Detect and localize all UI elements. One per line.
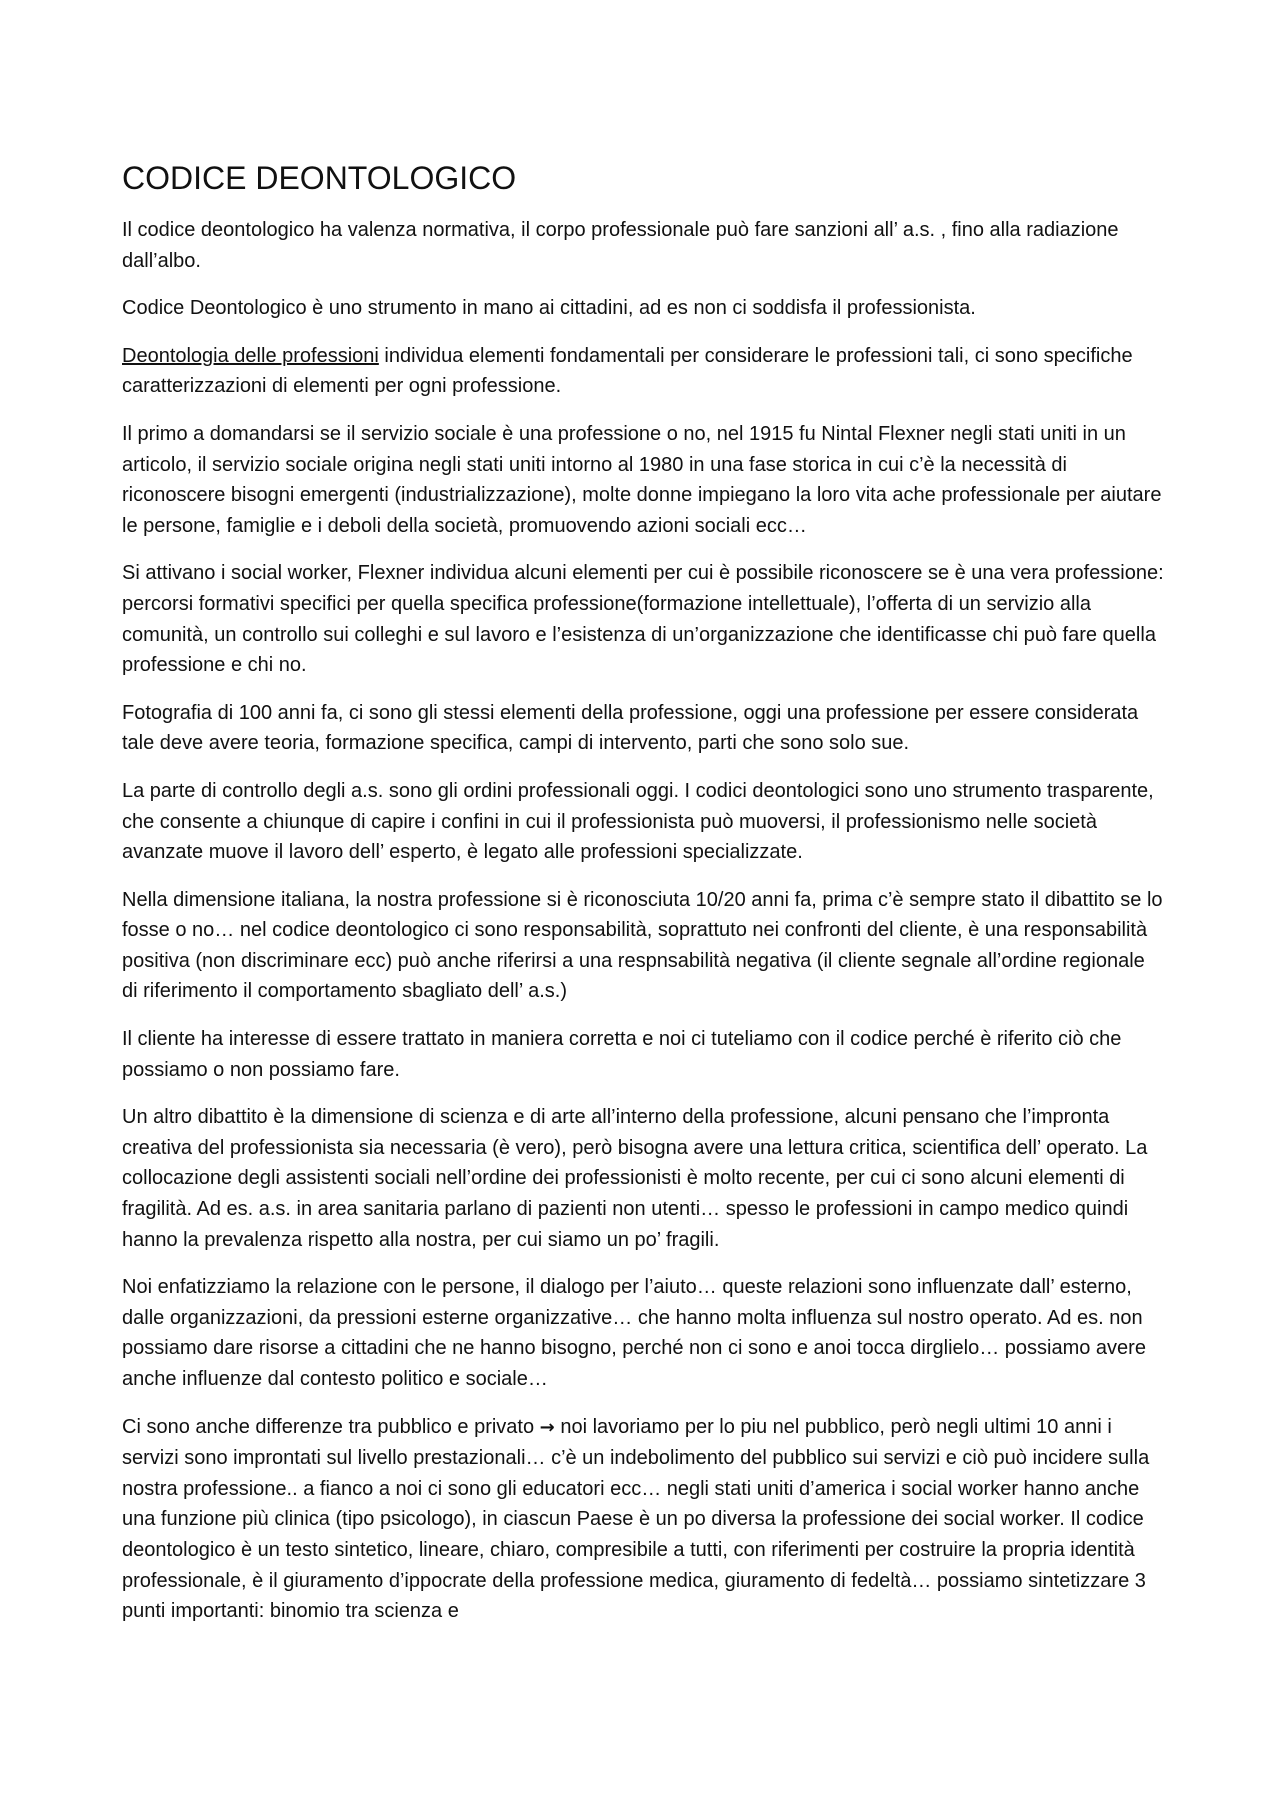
paragraph-9: Il cliente ha interesse di essere trattato in maniera corretta e noi ci tuteliamo con il codice perché è riferito ciò che possiamo o non possiamo fare. (122, 1028, 1122, 1081)
paragraph-4: Il primo a domandarsi se il servizio sociale è una professione o no, nel 1915 fu Nintal Flexner negli stati uniti in un articolo, il servizio sociale origina negli stati uniti intorno al 1980 in una fase storica in cui c’è la necessità di riconoscere bisogni emergenti (industrializzazione), molte donne impiegano la loro vita ache professionale per aiutare le persone, famiglie e i deboli della società, promuovendo azioni sociali ecc… (122, 422, 1162, 537)
paragraph-6: Fotografia di 100 anni fa, ci sono gli stessi elementi della professione, oggi una professione per essere considerata tale deve avere teoria, formazione specifica, campi di intervento, parti che sono solo sue. (122, 701, 1139, 755)
paragraph-3-text: individua elementi fondamentali per considerare le professioni tali, ci sono specifiche caratterizzazioni di elementi per ogni professione. (122, 344, 1133, 398)
paragraph-12-start: Ci sono anche differenze tra pubblico e privato (122, 1415, 540, 1438)
paragraph-2: Codice Deontologico è uno strumento in mano ai cittadini, ad es non ci soddisfa il professionista. (122, 297, 976, 320)
paragraph-5: Si attivano i social worker, Flexner individua alcuni elementi per cui è possibile riconoscere se è una vera professione: percorsi formativi specifici per quella specifica professione(formazione intellettuale), l’offerta di un servizio alla comunità, un controllo sui colleghi e sul lavoro e l’esistenza di un’organizzazione che identificasse chi può fare quella professione e chi no. (122, 562, 1164, 677)
arrow-right-icon: → (539, 1416, 555, 1438)
paragraph-11: Noi enfatizziamo la relazione con le persone, il dialogo per l’aiuto… queste relazioni sono influenzate dall’ esterno, dalle organizzazioni, da pressioni esterne organizzative… che hanno molta influenza sul nostro operato. Ad es. non possiamo dare risorse a cittadini che ne hanno bisogno, perché non ci sono e anoi tocca dirglielo… possiamo avere anche influenze dal contesto politico e sociale… (122, 1276, 1146, 1390)
paragraph-12-text: noi lavoriamo per lo piu nel pubblico, però negli ultimi 10 anni i servizi sono improntati sul livello prestazionali… c’è un indebolimento del pubblico sui servizi e ciò può incidere sulla nostra professione.. a fianco a noi ci sono gli educatori ecc… negli stati uniti d’america i social worker hanno anche una funzione più clinica (tipo psicologo), in ciascun Paese è un po diversa la professione dei social worker. Il codice deontologico è un testo sintetico, lineare, chiaro, compresibile a tutti, con riferimenti per costruire la propria identità professionale, è il giuramento d’ippocrate della professione medica, giuramento di fedeltà… possiamo sintetizzare 3 punti importanti: binomio tra scienza e (122, 1415, 1150, 1623)
paragraph-3 (122, 341, 1164, 402)
paragraph-12 (122, 1412, 1164, 1627)
underlined-term: Deontologia delle professioni (122, 344, 379, 367)
paragraph-10: Un altro dibattito è la dimensione di scienza e di arte all’interno della professione, alcuni pensano che l’impronta creativa del professionista sia necessaria (è vero), però bisogna avere una lettura critica, scientifica dell’ operato. La collocazione degli assistenti sociali nell’ordine dei professionisti è molto recente, per cui ci sono alcuni elementi di fragilità. Ad es. a.s. in area sanitaria parlano di pazienti non utenti… spesso le professioni in campo medico quindi hanno la prevalenza rispetto alla nostra, per cui siamo un po’ fragili. (122, 1106, 1148, 1251)
paragraph-8: Nella dimensione italiana, la nostra professione si è riconosciuta 10/20 anni fa, prima c’è sempre stato il dibattito se lo fosse o no… nel codice deontologico ci sono responsabilità, soprattuto nei confronti del cliente, è una responsabilità positiva (non discriminare ecc) può anche riferirsi a una respnsabilità negativa (il cliente segnale all’ordine regionale di riferimento il comportamento sbagliato dell’ a.s.) (122, 888, 1163, 1003)
paragraph-1: Il codice deontologico ha valenza normativa, il corpo professionale può fare sanzioni all’ a.s. , fino alla radiazione dall’albo. (122, 219, 1119, 272)
document-title: CODICE DEONTOLOGICO (122, 160, 517, 196)
paragraph-7: La parte di controllo degli a.s. sono gli ordini professionali oggi. I codici deontologici sono uno strumento trasparente, che consente a chiunque di capire i confini in cui il professionista può muoversi, il professionismo nelle società avanzate muove il lavoro dell’ esperto, è legato alle professioni specializzate. (122, 779, 1154, 864)
